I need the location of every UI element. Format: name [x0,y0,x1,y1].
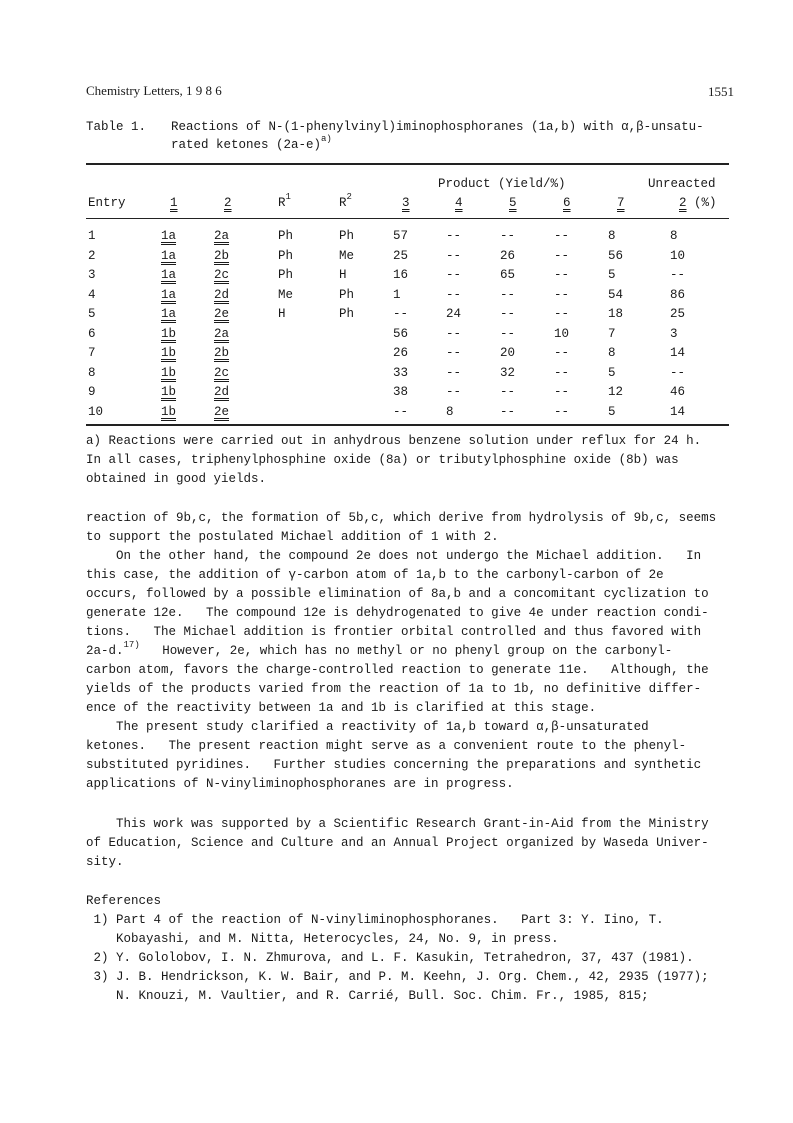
cell-product-6: -- [554,248,570,263]
cell-product-6: -- [554,385,570,399]
body-line: this case, the addition of γ-carbon atom of 1a,b to the carbonyl-carbon of 2e [86,568,664,582]
cell-entry: 8 [88,365,96,380]
cell-product-7: 5 [608,268,616,282]
body-line: The present study clarified a reactivity of 1a,b toward α,β-unsaturated [86,720,649,734]
cell-unreacted-2: -- [670,365,686,380]
body-line: ence of the reactivity between 1a and 1b is clarified at this stage. [86,701,597,715]
cell-product-3: 57 [393,229,409,243]
cell-reactant-1: 1b [161,346,177,360]
ref-mark: 17) [123,640,140,650]
col-header-unreacted-2 [679,196,717,210]
cell-product-3: 25 [393,248,409,263]
cell-reactant-2: 2d [214,287,230,302]
cell-r1: Me [278,287,294,302]
r2-letter: R [339,196,347,210]
cell-unreacted-2: 14 [670,404,686,419]
cell-unreacted-2: 3 [670,326,678,341]
body-line: applications of N-vinyliminophosphoranes are in progress. [86,777,514,791]
cell-product-4: -- [446,385,462,399]
cell-product-4: -- [446,248,462,263]
body-line: yields of the products varied from the reaction of 1a to 1b, no definitive differ- [86,682,702,696]
cell-r1: Ph [278,229,294,243]
cell-product-3: 16 [393,268,409,282]
cell-product-6: -- [554,365,570,380]
cell-unreacted-2: -- [670,268,686,282]
body-text: However, 2e, which has no methyl or no phenyl group on the carbonyl- [139,644,673,658]
cell-product-4: 24 [446,307,462,321]
cell-reactant-2: 2a [214,229,230,243]
footnote-line: obtained in good yields. [86,472,267,486]
cell-product-4: -- [446,287,462,302]
body-line: to support the postulated Michael addition of 1 with 2. [86,530,499,544]
references-heading: References [86,894,162,908]
table-header-rule [86,218,729,219]
cell-reactant-2: 2e [214,404,230,419]
cell-unreacted-2: 86 [670,287,686,302]
body-line: On the other hand, the compound 2e does not undergo the Michael addition. In [86,549,702,563]
cell-entry: 5 [88,307,96,321]
cell-entry: 3 [88,268,96,282]
acknowledgement-line: of Education, Science and Culture and an Annual Project organized by Waseda Univer- [86,836,709,850]
cell-product-6: -- [554,346,570,360]
reference-line: 1) Part 4 of the reaction of N-vinyliminophosphoranes. Part 3: Y. Iino, T. [86,913,664,927]
cell-unreacted-2: 10 [670,248,686,263]
cell-product-3: 26 [393,346,409,360]
cell-unreacted-2: 14 [670,346,686,360]
cell-reactant-1: 1a [161,268,177,282]
cell-entry: 7 [88,346,96,360]
cell-r2: Ph [339,287,355,302]
cell-r2: H [339,268,347,282]
r1-superscript: 1 [285,192,291,202]
cell-reactant-1: 1a [161,229,177,243]
reference-line: N. Knouzi, M. Vaultier, and R. Carrié, Bull. Soc. Chim. Fr., 1985, 815; [86,989,649,1003]
cell-entry: 6 [88,326,96,341]
col-header-6: 6 [563,196,571,210]
cell-product-4: -- [446,229,462,243]
cell-product-4: -- [446,268,462,282]
cell-product-4: -- [446,365,462,380]
cell-reactant-2: 2c [214,365,230,380]
cell-product-3: -- [393,404,409,419]
cell-reactant-1: 1b [161,385,177,399]
cell-product-5: 32 [500,365,516,380]
reference-line: 3) J. B. Hendrickson, K. W. Bair, and P. M. Keehn, J. Org. Chem., 42, 2935 (1977); [86,970,709,984]
cell-product-5: -- [500,229,516,243]
col-header-entry: Entry [88,196,126,210]
table-title-line1: Reactions of N-(1-phenylvinyl)iminophosphoranes (1a,b) with α,β-unsatu- [171,120,704,134]
acknowledgement-line: sity. [86,855,124,869]
cell-reactant-1: 1a [161,248,177,263]
cell-product-5: 20 [500,346,516,360]
cell-r1: H [278,307,286,321]
r1-letter: R [278,196,286,210]
cell-reactant-2: 2a [214,326,230,341]
cell-r1: Ph [278,248,294,263]
cell-product-3: -- [393,307,409,321]
cell-product-3: 1 [393,287,401,302]
col-header-3: 3 [402,196,410,210]
footnote-line: a) Reactions were carried out in anhydrous benzene solution under reflux for 24 h. [86,434,702,448]
cell-r2: Ph [339,307,355,321]
cell-product-7: 7 [608,326,616,341]
cell-r2: Me [339,248,355,263]
cell-product-7: 12 [608,385,624,399]
table-title-line2 [171,134,332,152]
cell-product-3: 38 [393,385,409,399]
cell-product-7: 18 [608,307,624,321]
cell-reactant-1: 1b [161,404,177,419]
body-text: 2a-d. [86,644,124,658]
col-header-5: 5 [509,196,517,210]
cell-product-4: -- [446,326,462,341]
cell-product-5: -- [500,307,516,321]
cell-entry: 9 [88,385,96,399]
unreacted-compound: 2 [679,196,687,210]
cell-product-3: 33 [393,365,409,380]
cell-product-4: -- [446,346,462,360]
cell-product-7: 8 [608,229,616,243]
cell-reactant-1: 1a [161,287,177,302]
cell-reactant-1: 1b [161,365,177,380]
col-header-1: 1 [170,196,178,210]
cell-product-4: 8 [446,404,454,419]
footnote-line: In all cases, triphenylphosphine oxide (8a) or tributylphosphine oxide (8b) was [86,453,679,467]
body-line: carbon atom, favors the charge-controlled reaction to generate 11e. Although, the [86,663,709,677]
r2-superscript: 2 [346,192,352,202]
product-yield-header: Product (Yield/%) [438,177,566,191]
cell-unreacted-2: 25 [670,307,686,321]
body-line-with-ref [86,640,673,658]
col-header-7: 7 [617,196,625,210]
body-line: tions. The Michael addition is frontier orbital controlled and thus favored with [86,625,702,639]
cell-product-7: 54 [608,287,624,302]
reference-line: Kobayashi, and M. Nitta, Heterocycles, 24, No. 9, in press. [86,932,559,946]
body-line: substituted pyridines. Further studies concerning the preparations and synthetic [86,758,702,772]
table-title-text: rated ketones (2a-e) [171,138,322,152]
col-header-r1 [278,192,291,210]
body-line: reaction of 9b,c, the formation of 5b,c, which derive from hydrolysis of 9b,c, seems [86,511,717,525]
cell-product-7: 8 [608,346,616,360]
acknowledgement-line: This work was supported by a Scientific Research Grant-in-Aid from the Ministry [86,817,709,831]
cell-product-5: -- [500,326,516,341]
cell-product-5: 65 [500,268,516,282]
cell-product-6: -- [554,287,570,302]
table-label: Table 1. [86,120,147,134]
body-line: occurs, followed by a possible elimination of 8a,b and a concomitant cyclization to [86,587,709,601]
cell-product-5: -- [500,287,516,302]
table-title-footnote-mark: a) [321,134,332,144]
cell-product-3: 56 [393,326,409,341]
cell-unreacted-2: 8 [670,229,678,243]
cell-reactant-2: 2c [214,268,230,282]
table-top-rule [86,163,729,165]
cell-product-7: 5 [608,365,616,380]
cell-reactant-2: 2b [214,248,230,263]
cell-r2: Ph [339,229,355,243]
cell-reactant-2: 2b [214,346,230,360]
cell-product-5: -- [500,385,516,399]
cell-product-6: -- [554,404,570,419]
cell-product-6: -- [554,268,570,282]
unreacted-pct: (%) [694,196,717,210]
cell-product-7: 56 [608,248,624,263]
cell-entry: 2 [88,248,96,263]
table-bottom-rule [86,424,729,426]
cell-product-7: 5 [608,404,616,419]
reference-line: 2) Y. Gololobov, I. N. Zhmurova, and L. F. Kasukin, Tetrahedron, 37, 437 (1981). [86,951,694,965]
cell-reactant-2: 2e [214,307,230,321]
cell-entry: 1 [88,229,96,243]
cell-product-6: -- [554,307,570,321]
page-number: 1551 [708,84,734,99]
cell-entry: 4 [88,287,96,302]
cell-product-6: -- [554,229,570,243]
cell-reactant-2: 2d [214,385,230,399]
cell-r1: Ph [278,268,294,282]
cell-unreacted-2: 46 [670,385,686,399]
cell-reactant-1: 1a [161,307,177,321]
col-header-4: 4 [455,196,463,210]
body-line: generate 12e. The compound 12e is dehydrogenated to give 4e under reaction condi- [86,606,709,620]
col-header-2: 2 [224,196,232,210]
unreacted-header: Unreacted [648,177,716,191]
cell-product-6: 10 [554,326,570,341]
col-header-r2 [339,192,352,210]
body-line: ketones. The present reaction might serve as a convenient route to the phenyl- [86,739,687,753]
cell-reactant-1: 1b [161,326,177,341]
cell-product-5: 26 [500,248,516,263]
cell-entry: 10 [88,404,104,419]
running-header-journal: Chemistry Letters, 1 9 8 6 [86,83,222,98]
cell-product-5: -- [500,404,516,419]
